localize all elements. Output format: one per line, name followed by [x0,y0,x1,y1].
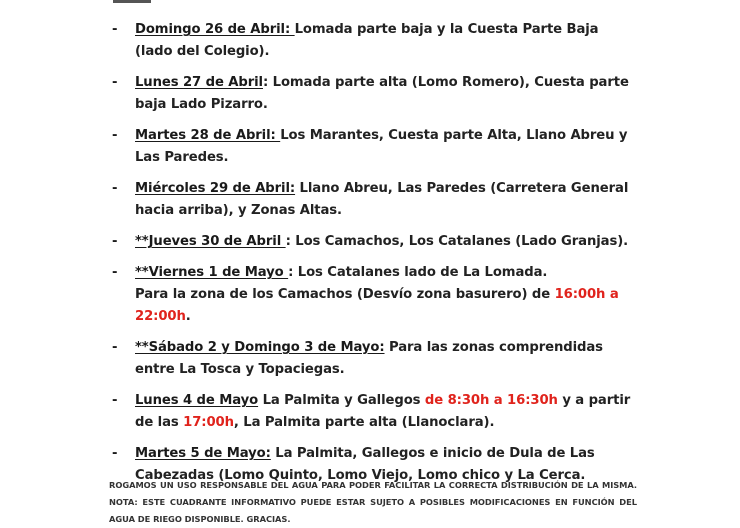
schedule-zones: Lomada parte baja y la Cuesta Parte Baja (lado del Colegio). [135,22,599,59]
schedule-date: Lunes 27 de Abril [135,75,263,90]
schedule-item-lunes-4 [112,390,637,434]
schedule-item-sabado-2 [112,337,637,381]
schedule-item-domingo-26 [112,19,637,63]
schedule-date: Lunes 4 de Mayo [135,393,259,408]
schedule-date: **Jueves 30 de Abril [135,234,286,249]
schedule-zones: La Palmita y Gallegos [258,393,425,408]
schedule-time-range: 16:00h a 22:00h [135,287,619,324]
footer-note: ROGAMOS UN USO RESPONSABLE DEL AGUA PARA PODER FACILITAR LA CORRECTA DISTRIBUCIÓN DE LA MISMA. NOTA: ESTE CUADRANTE INFORMATIVO PUEDE ESTAR SUJETO A POSIBLES MODIFICACIONES EN FUNCIÓN DEL AGUA DE RIEGO DISPONIBLE. GRACIAS. [109,480,637,524]
list-bullet: - [112,181,118,196]
schedule-date: Martes 28 de Abril: [135,128,281,143]
schedule-item-miercoles-29 [112,178,637,222]
schedule-time-range: de 8:30h a 16:30h [424,393,558,408]
schedule-item-viernes-1 [112,262,637,328]
schedule-zones: Los Marantes, Cuesta parte Alta, Llano Abreu y Las Paredes. [135,128,628,165]
schedule-zones-middle: y a partir de las [135,393,631,430]
list-bullet: - [112,75,118,90]
schedule-item-lunes-27 [112,72,637,116]
schedule-zones: : Los Camachos, Los Catalanes (Lado Granjas). [285,234,629,249]
schedule-date: **Sábado 2 y Domingo 3 de Mayo: [135,340,385,355]
list-bullet: - [112,234,118,249]
schedule-zones: Llano Abreu, Las Paredes (Carretera General hacia arriba), y Zonas Altas. [135,181,629,218]
schedule-item-jueves-30 [112,231,637,253]
schedule-date: Miércoles 29 de Abril: [135,181,296,196]
schedule-date: Martes 5 de Mayo: [135,446,271,461]
schedule-date: Domingo 26 de Abril: [135,22,295,37]
schedule-extra-line [135,284,637,328]
schedule-list [112,19,637,496]
list-bullet: - [112,128,118,143]
schedule-date: **Viernes 1 de Mayo [135,265,289,280]
schedule-extra-text: Para la zona de los Camachos (Desvío zona basurero) de [135,287,555,302]
list-bullet: - [112,340,118,355]
list-bullet: - [112,446,118,461]
schedule-extra-end: . [185,309,191,324]
list-bullet: - [112,393,118,408]
schedule-time-start: 17:00h [183,415,234,430]
schedule-zones: : Los Catalanes lado de La Lomada. [288,265,548,280]
schedule-zones: Para las zonas comprendidas entre La Tosca y Topaciegas. [135,340,603,377]
schedule-item-martes-28 [112,125,637,169]
schedule-zones: La Palmita, Gallegos e inicio de Dula de Las Cabezadas (Lomo Quinto, Lomo Viejo, Lomo chico y La Cerca. [135,446,595,483]
list-bullet: - [112,22,118,37]
schedule-zones: : Lomada parte alta (Lomo Romero), Cuesta parte baja Lado Pizarro. [135,75,629,112]
top-divider [113,0,151,3]
list-bullet: - [112,265,118,280]
schedule-zones-end: , La Palmita parte alta (Llanoclara). [233,415,495,430]
